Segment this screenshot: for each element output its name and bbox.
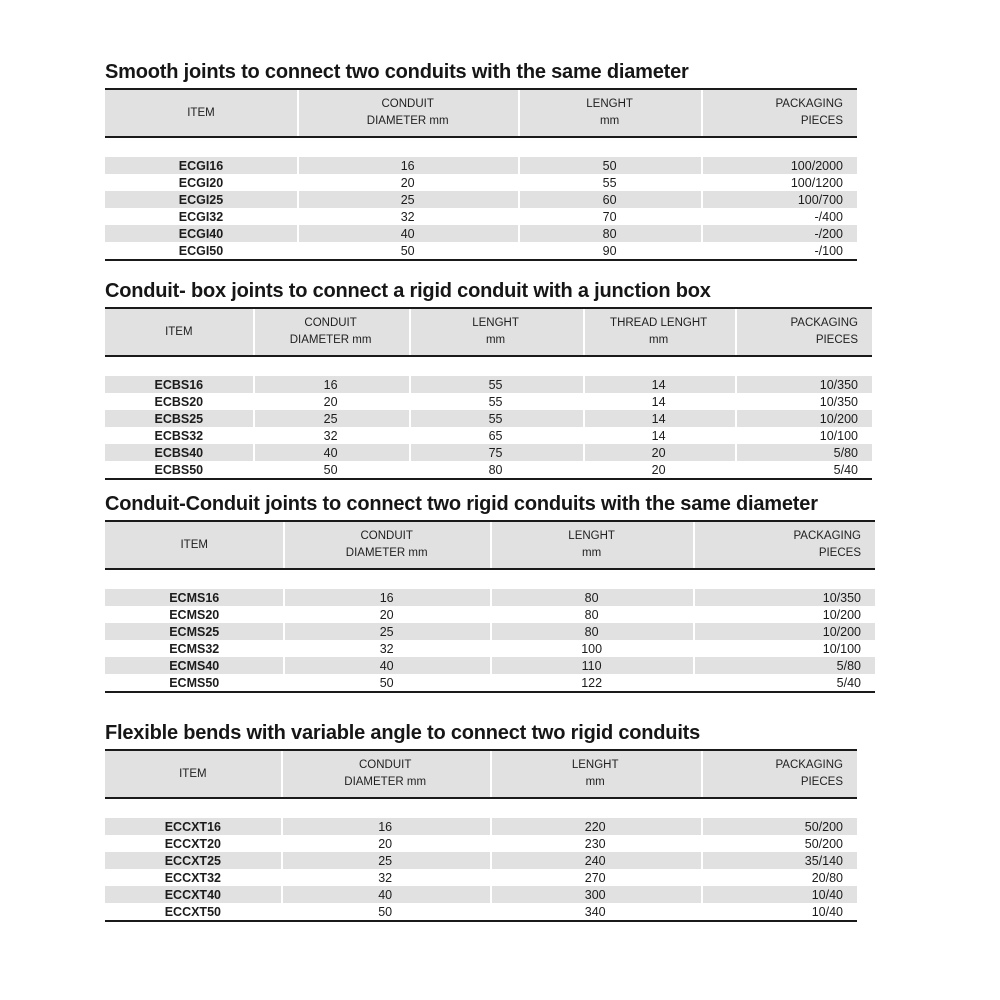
value-cell: 10/200 — [735, 410, 872, 427]
value-cell: 90 — [602, 243, 617, 258]
table-row — [105, 589, 875, 606]
column-header-line2: PIECES — [800, 776, 843, 788]
header-row — [105, 308, 872, 356]
column-header — [253, 308, 409, 356]
column-header — [701, 89, 857, 137]
catalog-page — [105, 60, 1000, 922]
column-header-line1: ITEM — [180, 538, 208, 551]
value-cell: 55 — [488, 394, 503, 409]
value-cell: 20 — [400, 175, 415, 190]
value-cell: 80 — [584, 607, 599, 622]
value-cell: -/200 — [701, 225, 857, 242]
value-cell: 40 — [283, 657, 489, 674]
column-header-line2: mm — [649, 334, 669, 346]
value-cell: 32 — [379, 641, 394, 656]
item-code: ECMS32 — [169, 641, 220, 656]
column-header-line2: mm — [485, 334, 506, 346]
value-cell: 50 — [323, 462, 338, 477]
column-header — [735, 308, 872, 356]
column-header-line1: ITEM — [165, 325, 193, 338]
column-header-line1: CONDUIT — [304, 317, 357, 330]
value-cell: 25 — [253, 410, 409, 427]
value-cell: 100 — [581, 641, 603, 656]
value-cell: 16 — [253, 376, 409, 393]
column-header-line2: PIECES — [815, 334, 858, 346]
column-header-line1: PACKAGING — [790, 317, 858, 330]
value-cell: 220 — [490, 818, 701, 835]
value-cell: 32 — [323, 428, 338, 443]
value-cell: 16 — [297, 157, 518, 174]
value-cell: 20 — [323, 394, 338, 409]
value-cell: 110 — [490, 657, 693, 674]
value-cell: 10/200 — [822, 607, 861, 622]
table-row — [105, 674, 875, 692]
column-header-line1: CONDUIT — [360, 530, 413, 543]
value-cell: 5/80 — [735, 444, 872, 461]
column-header-line2: DIAMETER mm — [345, 547, 428, 559]
value-cell: 55 — [602, 175, 617, 190]
column-header-line1: CONDUIT — [381, 98, 434, 111]
item-code: ECCXT32 — [164, 870, 221, 885]
item-code: ECCXT50 — [164, 904, 221, 919]
value-cell: 100/700 — [701, 191, 857, 208]
column-header-line1: LENGHT — [586, 98, 633, 111]
value-cell: 340 — [584, 904, 606, 919]
value-cell: 5/40 — [833, 462, 858, 477]
value-cell: 20/80 — [811, 870, 843, 885]
table-row — [105, 835, 857, 852]
table-row — [105, 157, 857, 174]
column-header-line2: mm — [599, 115, 620, 127]
column-header — [105, 308, 253, 356]
column-header — [409, 308, 583, 356]
spacer-row — [105, 356, 872, 376]
column-header-line1: PACKAGING — [775, 759, 843, 772]
value-cell: 16 — [281, 818, 490, 835]
value-cell: 10/350 — [735, 376, 872, 393]
table-row — [105, 886, 857, 903]
product-table-conduit-box-joints — [105, 307, 872, 480]
value-cell: 10/200 — [693, 623, 875, 640]
column-header-line1: LENGHT — [472, 317, 519, 330]
value-cell: 20 — [378, 836, 393, 851]
item-code: ECCXT40 — [105, 886, 281, 903]
table-row — [105, 461, 872, 479]
column-header-line2: mm — [582, 547, 602, 559]
column-header-line2: DIAMETER mm — [366, 115, 449, 127]
column-header-line1: ITEM — [179, 767, 207, 780]
column-header — [105, 750, 281, 798]
value-cell: 20 — [583, 444, 735, 461]
column-header — [281, 750, 490, 798]
value-cell: 14 — [651, 394, 666, 409]
value-cell: 10/350 — [819, 394, 858, 409]
item-code: ECGI20 — [178, 175, 224, 190]
column-header — [693, 521, 875, 569]
table-row — [105, 640, 875, 657]
value-cell: 122 — [581, 675, 603, 690]
value-cell: 80 — [518, 225, 700, 242]
value-cell: 14 — [583, 376, 735, 393]
value-cell: 10/350 — [693, 589, 875, 606]
value-cell: 50 — [518, 157, 700, 174]
value-cell: 55 — [409, 376, 583, 393]
column-header — [701, 750, 857, 798]
value-cell: 32 — [400, 209, 415, 224]
column-header — [297, 89, 518, 137]
item-code: ECGI25 — [105, 191, 297, 208]
value-cell: 25 — [297, 191, 518, 208]
spacer-cell — [105, 356, 872, 376]
value-cell: -/100 — [814, 243, 843, 258]
product-table-conduit-conduit-joints — [105, 520, 875, 693]
item-code: ECBS20 — [154, 394, 204, 409]
spacer-row — [105, 569, 875, 589]
value-cell: 50 — [400, 243, 415, 258]
value-cell: 40 — [297, 225, 518, 242]
spacer-row — [105, 137, 857, 157]
item-code: ECGI40 — [105, 225, 297, 242]
table-row — [105, 393, 872, 410]
table-row — [105, 657, 875, 674]
value-cell: 80 — [490, 623, 693, 640]
table-title: Conduit- box joints to connect a rigid conduit with a junction box — [105, 280, 711, 302]
value-cell: 50/200 — [804, 836, 843, 851]
value-cell: 32 — [378, 870, 393, 885]
table-row — [105, 191, 857, 208]
table-row — [105, 623, 875, 640]
table-row — [105, 444, 872, 461]
spacer-cell — [105, 569, 875, 589]
value-cell: 10/40 — [811, 904, 843, 919]
table-title: Conduit-Conduit joints to connect two rigid conduits with the same diameter — [105, 493, 818, 515]
value-cell: 50/200 — [701, 818, 857, 835]
item-code: ECMS25 — [105, 623, 283, 640]
table-row — [105, 225, 857, 242]
item-code: ECBS16 — [105, 376, 253, 393]
value-cell: 300 — [490, 886, 701, 903]
header-row — [105, 521, 875, 569]
spacer-cell — [105, 137, 857, 157]
column-header — [518, 89, 700, 137]
column-header-line1: LENGHT — [571, 759, 619, 772]
column-header-line2: mm — [585, 776, 605, 788]
section-conduit-box-joints — [105, 279, 872, 480]
column-header — [283, 521, 489, 569]
table-row — [105, 242, 857, 260]
column-header-line2: PIECES — [800, 115, 843, 127]
item-code: ECGI50 — [178, 243, 224, 258]
section-smooth-joints — [105, 60, 857, 261]
value-cell: 60 — [518, 191, 700, 208]
item-code: ECGI16 — [105, 157, 297, 174]
value-cell: 10/100 — [819, 428, 858, 443]
header-row — [105, 89, 857, 137]
value-cell: 65 — [488, 428, 503, 443]
table-title: Smooth joints to connect two conduits with the same diameter — [105, 61, 689, 83]
column-header — [490, 521, 693, 569]
item-code: ECMS40 — [105, 657, 283, 674]
value-cell: 70 — [602, 209, 617, 224]
column-header-line1: ITEM — [187, 106, 215, 119]
product-table-smooth-joints — [105, 88, 857, 261]
value-cell: 10/40 — [701, 886, 857, 903]
column-header — [490, 750, 701, 798]
item-code: ECBS32 — [154, 428, 204, 443]
column-header — [105, 521, 283, 569]
value-cell: 100/2000 — [701, 157, 857, 174]
value-cell: 25 — [281, 852, 490, 869]
item-code: ECMS50 — [169, 675, 220, 690]
spacer-cell — [105, 798, 857, 818]
item-code: ECCXT25 — [105, 852, 281, 869]
value-cell: 5/80 — [693, 657, 875, 674]
value-cell: 80 — [488, 462, 503, 477]
column-header — [105, 89, 297, 137]
column-header-line1: PACKAGING — [775, 98, 843, 111]
value-cell: -/400 — [814, 209, 843, 224]
item-code: ECMS20 — [169, 607, 220, 622]
item-code: ECMS16 — [105, 589, 283, 606]
table-row — [105, 410, 872, 427]
value-cell: 16 — [283, 589, 489, 606]
table-row — [105, 427, 872, 444]
table-row — [105, 903, 857, 921]
item-code: ECBS40 — [105, 444, 253, 461]
item-code: ECBS50 — [154, 462, 204, 477]
value-cell: 14 — [651, 428, 666, 443]
table-row — [105, 606, 875, 623]
item-code: ECGI32 — [178, 209, 224, 224]
header-row — [105, 750, 857, 798]
value-cell: 230 — [584, 836, 606, 851]
column-header-line2: DIAMETER mm — [344, 776, 427, 788]
value-cell: 40 — [253, 444, 409, 461]
table-row — [105, 376, 872, 393]
value-cell: 55 — [409, 410, 583, 427]
table-title: Flexible bends with variable angle to connect two rigid conduits — [105, 722, 701, 744]
item-code: ECCXT16 — [105, 818, 281, 835]
value-cell: 80 — [490, 589, 693, 606]
value-cell: 50 — [378, 904, 393, 919]
table-row — [105, 818, 857, 835]
value-cell: 14 — [583, 410, 735, 427]
column-header-line1: CONDUIT — [358, 759, 412, 772]
spacer-row — [105, 798, 857, 818]
value-cell: 240 — [490, 852, 701, 869]
column-header-line2: PIECES — [818, 547, 861, 559]
value-cell: 5/40 — [836, 675, 861, 690]
product-table-flexible-bends — [105, 749, 857, 922]
table-row — [105, 174, 857, 191]
value-cell: 20 — [379, 607, 394, 622]
section-flexible-bends — [105, 721, 857, 922]
section-conduit-conduit-joints — [105, 492, 875, 693]
value-cell: 100/1200 — [790, 175, 843, 190]
value-cell: 50 — [379, 675, 394, 690]
column-header-line1: LENGHT — [568, 530, 615, 543]
value-cell: 35/140 — [701, 852, 857, 869]
value-cell: 75 — [409, 444, 583, 461]
table-row — [105, 208, 857, 225]
column-header-line2: DIAMETER mm — [289, 334, 372, 346]
value-cell: 270 — [584, 870, 606, 885]
table-row — [105, 869, 857, 886]
column-header-line1: PACKAGING — [793, 530, 861, 543]
column-header-line1: THREAD LENGHT — [610, 317, 708, 330]
value-cell: 10/100 — [822, 641, 861, 656]
value-cell: 20 — [651, 462, 666, 477]
item-code: ECCXT20 — [164, 836, 221, 851]
column-header — [583, 308, 735, 356]
value-cell: 40 — [281, 886, 490, 903]
table-row — [105, 852, 857, 869]
value-cell: 25 — [283, 623, 489, 640]
item-code: ECBS25 — [105, 410, 253, 427]
